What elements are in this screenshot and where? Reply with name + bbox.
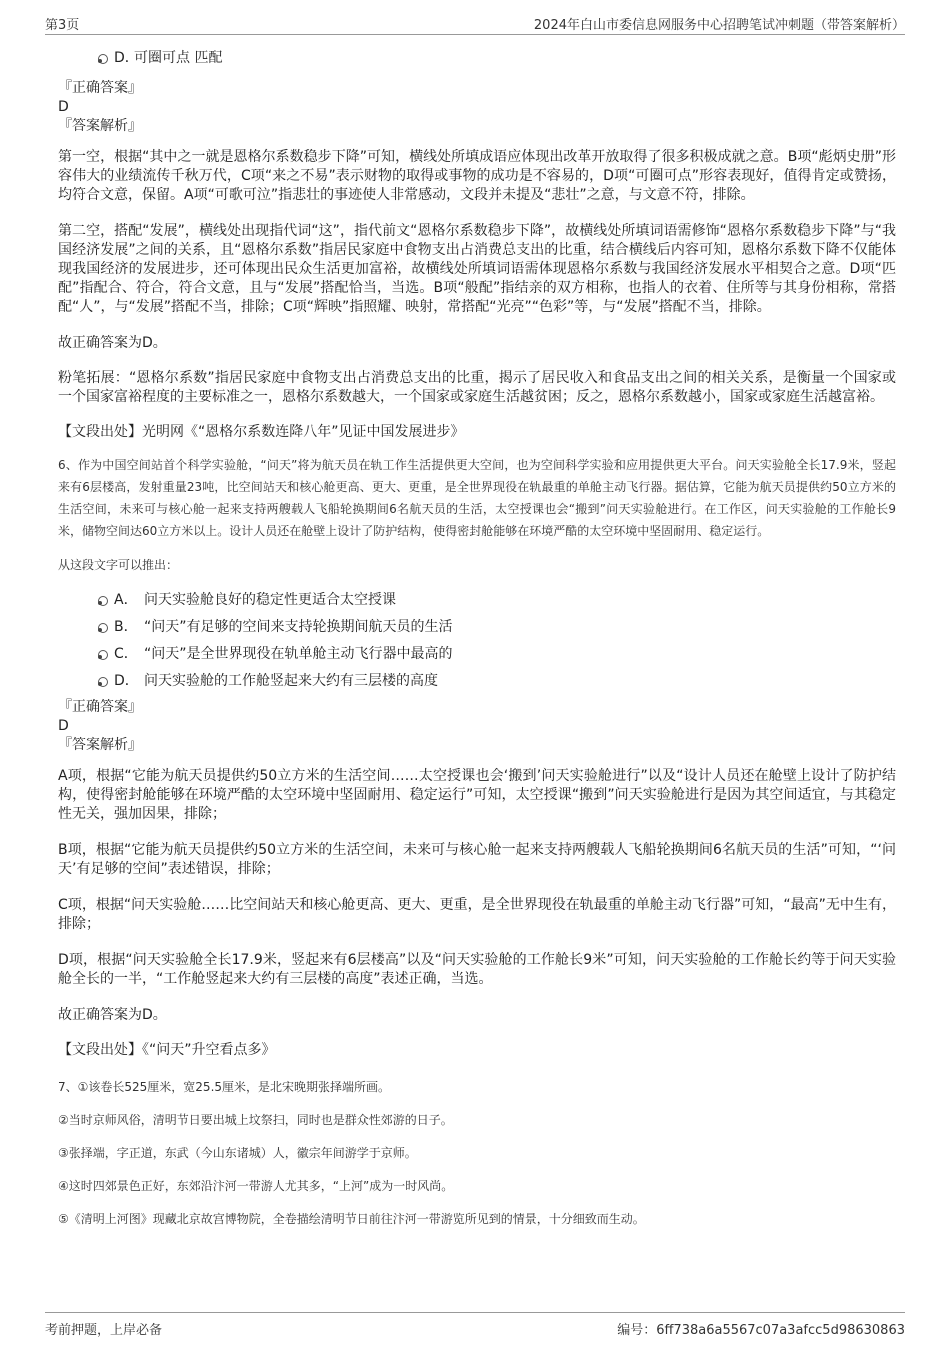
question-line: ②当时京师风俗，清明节日要出城上坟祭扫，同时也是群众性郊游的日子。 (58, 1113, 453, 1127)
option-letter: D． (114, 50, 139, 66)
analysis-paragraph: 故正确答案为D。 (58, 335, 167, 351)
analysis-paragraph: 故正确答案为D。 (58, 1007, 167, 1023)
analysis-paragraph: 第一空，根据“其中之一就是恩格尔系数稳步下降”可知，横线处所填成语应体现出改革开放取得了很多积极成就之意。B项“彪炳史册”形容伟大的业绩流传千秋万代，C项“来之不易”表示财物的取得或事物的成功是不容易的，D项“可圈可点”形容表现好，值得肯定或赞扬，均符合文意，保留。A项“可歌可泣”指悲壮的事迹使人非常感动，文段并未提及“悲壮”之意，与文意不符，排除。 (58, 149, 896, 203)
document-code: 编号：6ff738a6a5567c07a3afcc5d98630863 (617, 1323, 905, 1338)
question-prompt: 从这段文字可以推出： (58, 558, 179, 572)
option-text: 可圈可点 匹配 (134, 50, 223, 66)
option-c[interactable] (58, 644, 896, 671)
radio-icon[interactable] (98, 596, 108, 606)
answer-label: 『正确答案』 (58, 80, 142, 96)
option-d[interactable] (58, 48, 896, 75)
option-letter: B． (114, 619, 138, 635)
analysis-paragraph: C项，根据“问天实验舱……比空间站天和核心舱更高、更大、更重，是全世界现役在轨最重的单舱主动飞行器”可知，“最高”无中生有，排除； (58, 897, 896, 932)
question-stem: 6、作为中国空间站首个科学实验舱，“问天”将为航天员在轨工作生活提供更大空间，也为空间科学实验和应用提供更大平台。问天实验舱全长17.9米，竖起来有6层楼高，发射重量23吨，比空间站天和核心舱更高、更大、更重，是全世界现役在轨最重的单舱主动飞行器。据估算，它能为航天员提供约50立方米的生活空间，未来可与核心舱一起来支持两艘载人飞船轮换期间6名航天员的生活，太空授课也会“搬到”问天实验舱进行。在工作区，问天实验舱的工作舱长9米，储物空间达60立方米以上。设计人员还在舱壁上设计了防护结构，使得密封舱能够在环境严酷的太空环境中坚固耐用、稳定运行。 (58, 458, 896, 538)
option-text: 问天实验舱的工作舱竖起来大约有三层楼的高度 (144, 673, 438, 689)
analysis-paragraph: B项，根据“它能为航天员提供约50立方米的生活空间，未来可与核心舱一起来支持两艘载人飞船轮换期间6名航天员的生活”可知，“‘问天’有足够的空间”表述错误，排除； (58, 842, 896, 877)
question-line: ④这时四郊景色正好，东郊沿汴河一带游人尤其多，“上河”成为一时风尚。 (58, 1179, 454, 1193)
option-letter: D． (114, 673, 139, 689)
page-footer (45, 1312, 905, 1343)
answer-value: D (58, 718, 69, 734)
options-list (58, 590, 896, 698)
answer-label: 『正确答案』 (58, 699, 142, 715)
radio-icon[interactable] (98, 677, 108, 687)
analysis-label: 『答案解析』 (58, 118, 142, 134)
analysis-paragraph: A项，根据“它能为航天员提供约50立方米的生活空间……太空授课也会‘搬到’问天实验舱进行”以及“设计人员还在舱壁上设计了防护结构，使得密封舱能够在环境严酷的太空环境中坚固耐用、稳定运行”可知，太空授课“搬到”问天实验舱进行是因为其空间适宜，与其稳定性无关，强加因果，排除； (58, 768, 896, 822)
analysis-paragraph: D项，根据“问天实验舱全长17.9米，竖起来有6层楼高”以及“问天实验舱的工作舱长9米”可知，问天实验舱的工作舱长约等于问天实验舱全长的一半，“工作舱竖起来大约有三层楼的高度”表述正确，当选。 (58, 952, 896, 987)
source-note: 【文段出处】《“问天”升空看点多》 (58, 1042, 276, 1058)
option-b[interactable] (58, 617, 896, 644)
answer-value: D (58, 99, 69, 115)
page-number: 第3页 (45, 18, 80, 33)
question-line: ③张择端，字正道，东武（今山东诸城）人，徽宗年间游学于京师。 (58, 1146, 417, 1160)
radio-icon[interactable] (98, 623, 108, 633)
source-note: 【文段出处】光明网《“恩格尔系数连降八年”见证中国发展进步》 (58, 424, 465, 440)
option-letter: A． (114, 592, 138, 608)
option-text: “问天”有足够的空间来支持轮换期间航天员的生活 (144, 619, 453, 635)
radio-icon[interactable] (98, 54, 108, 64)
option-text: “问天”是全世界现役在轨单舱主动飞行器中最高的 (144, 646, 453, 662)
analysis-paragraph: 第二空，搭配“发展”，横线处出现指代词“这”，指代前文“恩格尔系数稳步下降”，故横线处所填词语需修饰“恩格尔系数稳步下降”与“我国经济发展”之间的关系，且“恩格尔系数”指居民家庭中食物支出占消费总支出的比重，结合横线后内容可知，恩格尔系数下降不仅能体现我国经济的发展进步，还可体现出民众生活更加富裕，故横线处所填词语需体现恩格尔系数与我国经济发展水平相契合之意。D项“匹配”指配合、符合，符合文意，且与“发展”搭配恰当，当选。B项“般配”指结亲的双方相称，也指人的衣着、住所等与其身份相称，常搭配“人”，与“发展”搭配不当，排除；C项“辉映”指照耀、映射，常搭配“光亮”“色彩”等，与“发展”搭配不当，排除。 (58, 223, 896, 315)
option-text: 问天实验舱良好的稳定性更适合太空授课 (144, 592, 396, 608)
page-content (58, 44, 896, 1228)
radio-icon[interactable] (98, 650, 108, 660)
document-title: 2024年白山市委信息网服务中心招聘笔试冲刺题（带答案解析） (533, 18, 905, 33)
footer-slogan: 考前押题，上岸必备 (45, 1323, 163, 1338)
analysis-label: 『答案解析』 (58, 737, 142, 753)
analysis-paragraph: 粉笔拓展：“恩格尔系数”指居民家庭中食物支出占消费总支出的比重，揭示了居民收入和食品支出之间的相关关系，是衡量一个国家或一个国家富裕程度的主要标准之一，恩格尔系数越大，一个国家或家庭生活越贫困；反之，恩格尔系数越小，国家或家庭生活越富裕。 (58, 370, 896, 405)
question-line: 7、①该卷长525厘米，宽25.5厘米，是北宋晚期张择端所画。 (58, 1080, 391, 1094)
option-a[interactable] (58, 590, 896, 617)
page-header (45, 10, 905, 35)
option-letter: C． (114, 646, 138, 662)
option-d[interactable] (58, 671, 896, 698)
question-line: ⑤《清明上河图》现藏北京故宫博物院，全卷描绘清明节日前往汴河一带游览所见到的情景，十分细致而生动。 (58, 1212, 645, 1226)
